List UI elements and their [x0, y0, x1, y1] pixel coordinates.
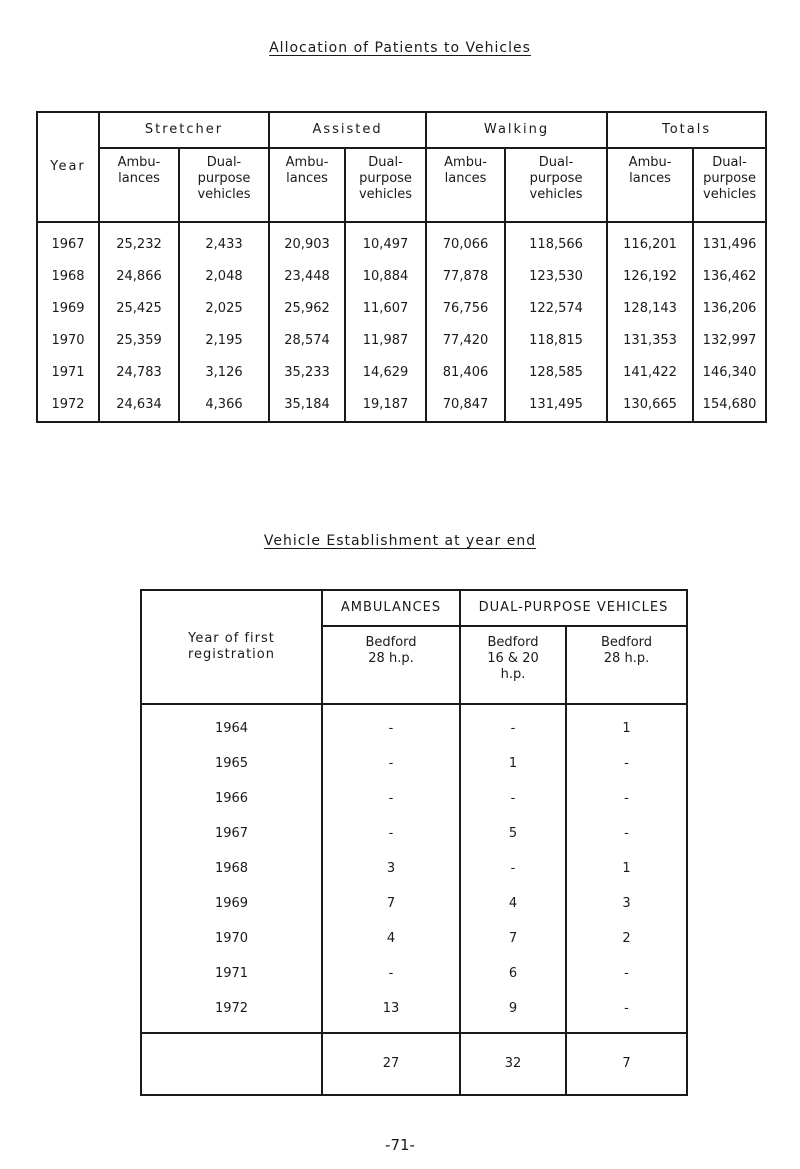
count-cell: 1 — [566, 704, 687, 746]
value-cell: 3,126 — [179, 357, 269, 389]
sub-header-ambulances: Ambu- lances — [269, 148, 345, 222]
total-cell: 27 — [322, 1033, 460, 1095]
value-cell: 146,340 — [693, 357, 766, 389]
sub-header-ambulances: Ambu- lances — [99, 148, 179, 222]
sub-header-dual-purpose: Dual- purpose vehicles — [345, 148, 426, 222]
year-cell: 1969 — [37, 293, 99, 325]
col-bedford-16-20: Bedford 16 & 20 h.p. — [460, 626, 566, 704]
count-cell: - — [566, 781, 687, 816]
value-cell: 2,048 — [179, 261, 269, 293]
count-cell: 4 — [460, 886, 566, 921]
table-row — [141, 886, 687, 921]
table-row — [37, 389, 766, 422]
registration-year-cell: 1964 — [141, 704, 322, 746]
value-cell: 141,422 — [607, 357, 693, 389]
group-walking: Walking — [426, 112, 607, 148]
col-bedford-28-dual: Bedford 28 h.p. — [566, 626, 687, 704]
registration-year-cell: 1969 — [141, 886, 322, 921]
total-cell: 32 — [460, 1033, 566, 1095]
page-number: -71- — [385, 1136, 415, 1154]
total-cell: 7 — [566, 1033, 687, 1095]
group-stretcher: Stretcher — [99, 112, 269, 148]
value-cell: 118,815 — [505, 325, 607, 357]
year-cell: 1972 — [37, 389, 99, 422]
table-row — [141, 991, 687, 1033]
table1-title: Allocation of Patients to Vehicles — [269, 40, 531, 56]
value-cell: 122,574 — [505, 293, 607, 325]
registration-year-cell: 1971 — [141, 956, 322, 991]
year-cell: 1970 — [37, 325, 99, 357]
count-cell: 13 — [322, 991, 460, 1033]
table-row — [141, 851, 687, 886]
value-cell: 130,665 — [607, 389, 693, 422]
value-cell: 131,496 — [693, 222, 766, 261]
value-cell: 128,143 — [607, 293, 693, 325]
year-cell: 1971 — [37, 357, 99, 389]
registration-year-cell: 1968 — [141, 851, 322, 886]
count-cell: - — [460, 781, 566, 816]
value-cell: 24,783 — [99, 357, 179, 389]
value-cell: 25,359 — [99, 325, 179, 357]
sub-header-ambulances: Ambu- lances — [426, 148, 505, 222]
value-cell: 25,425 — [99, 293, 179, 325]
count-cell: - — [566, 956, 687, 991]
count-cell: - — [566, 746, 687, 781]
value-cell: 11,987 — [345, 325, 426, 357]
count-cell: 1 — [460, 746, 566, 781]
table2-title: Vehicle Establishment at year end — [263, 533, 537, 549]
table-row — [141, 921, 687, 956]
count-cell: - — [322, 956, 460, 991]
value-cell: 118,566 — [505, 222, 607, 261]
value-cell: 136,462 — [693, 261, 766, 293]
col-bedford-28-ambulance: Bedford 28 h.p. — [322, 626, 460, 704]
registration-year-cell: 1970 — [141, 921, 322, 956]
value-cell: 2,433 — [179, 222, 269, 261]
count-cell: 3 — [322, 851, 460, 886]
table-row — [37, 325, 766, 357]
group-totals: Totals — [607, 112, 766, 148]
year-cell: 1968 — [37, 261, 99, 293]
registration-year-cell: 1966 — [141, 781, 322, 816]
sub-header-dual-purpose: Dual- purpose vehicles — [693, 148, 766, 222]
count-cell: - — [322, 781, 460, 816]
table-row — [37, 222, 766, 261]
value-cell: 81,406 — [426, 357, 505, 389]
count-cell: 6 — [460, 956, 566, 991]
value-cell: 4,366 — [179, 389, 269, 422]
value-cell: 14,629 — [345, 357, 426, 389]
count-cell: - — [566, 816, 687, 851]
count-cell: 1 — [566, 851, 687, 886]
value-cell: 25,232 — [99, 222, 179, 261]
value-cell: 10,884 — [345, 261, 426, 293]
group-assisted: Assisted — [269, 112, 426, 148]
year-header: Year — [37, 112, 99, 222]
value-cell: 20,903 — [269, 222, 345, 261]
registration-year-header: Year of first registration — [141, 590, 322, 704]
count-cell: - — [322, 746, 460, 781]
value-cell: 123,530 — [505, 261, 607, 293]
value-cell: 24,634 — [99, 389, 179, 422]
count-cell: 7 — [322, 886, 460, 921]
table-row — [37, 357, 766, 389]
value-cell: 10,497 — [345, 222, 426, 261]
count-cell: - — [460, 851, 566, 886]
value-cell: 2,195 — [179, 325, 269, 357]
year-cell: 1967 — [37, 222, 99, 261]
table-row — [37, 261, 766, 293]
vehicle-establishment-table — [140, 589, 688, 1096]
value-cell: 70,847 — [426, 389, 505, 422]
sub-header-dual-purpose: Dual- purpose vehicles — [179, 148, 269, 222]
table-row — [141, 746, 687, 781]
value-cell: 77,878 — [426, 261, 505, 293]
value-cell: 28,574 — [269, 325, 345, 357]
value-cell: 76,756 — [426, 293, 505, 325]
value-cell: 128,585 — [505, 357, 607, 389]
group-ambulances: AMBULANCES — [322, 590, 460, 626]
count-cell: 2 — [566, 921, 687, 956]
value-cell: 70,066 — [426, 222, 505, 261]
value-cell: 35,184 — [269, 389, 345, 422]
count-cell: 7 — [460, 921, 566, 956]
table-row — [141, 956, 687, 991]
count-cell: - — [322, 816, 460, 851]
value-cell: 24,866 — [99, 261, 179, 293]
totals-label-empty — [141, 1033, 322, 1095]
value-cell: 131,353 — [607, 325, 693, 357]
value-cell: 126,192 — [607, 261, 693, 293]
count-cell: - — [322, 704, 460, 746]
value-cell: 77,420 — [426, 325, 505, 357]
sub-header-dual-purpose: Dual- purpose vehicles — [505, 148, 607, 222]
count-cell: 9 — [460, 991, 566, 1033]
allocation-table — [36, 111, 767, 423]
totals-row — [141, 1033, 687, 1095]
table-row — [141, 704, 687, 746]
value-cell: 2,025 — [179, 293, 269, 325]
table-row — [141, 781, 687, 816]
count-cell: - — [460, 704, 566, 746]
registration-year-cell: 1967 — [141, 816, 322, 851]
count-cell: 5 — [460, 816, 566, 851]
group-dual-purpose: DUAL-PURPOSE VEHICLES — [460, 590, 687, 626]
count-cell: - — [566, 991, 687, 1033]
value-cell: 11,607 — [345, 293, 426, 325]
table-row — [141, 816, 687, 851]
registration-year-cell: 1965 — [141, 746, 322, 781]
value-cell: 116,201 — [607, 222, 693, 261]
count-cell: 3 — [566, 886, 687, 921]
table-row — [37, 293, 766, 325]
value-cell: 35,233 — [269, 357, 345, 389]
value-cell: 136,206 — [693, 293, 766, 325]
value-cell: 23,448 — [269, 261, 345, 293]
count-cell: 4 — [322, 921, 460, 956]
sub-header-ambulances: Ambu- lances — [607, 148, 693, 222]
value-cell: 132,997 — [693, 325, 766, 357]
value-cell: 19,187 — [345, 389, 426, 422]
value-cell: 154,680 — [693, 389, 766, 422]
value-cell: 131,495 — [505, 389, 607, 422]
value-cell: 25,962 — [269, 293, 345, 325]
registration-year-cell: 1972 — [141, 991, 322, 1033]
